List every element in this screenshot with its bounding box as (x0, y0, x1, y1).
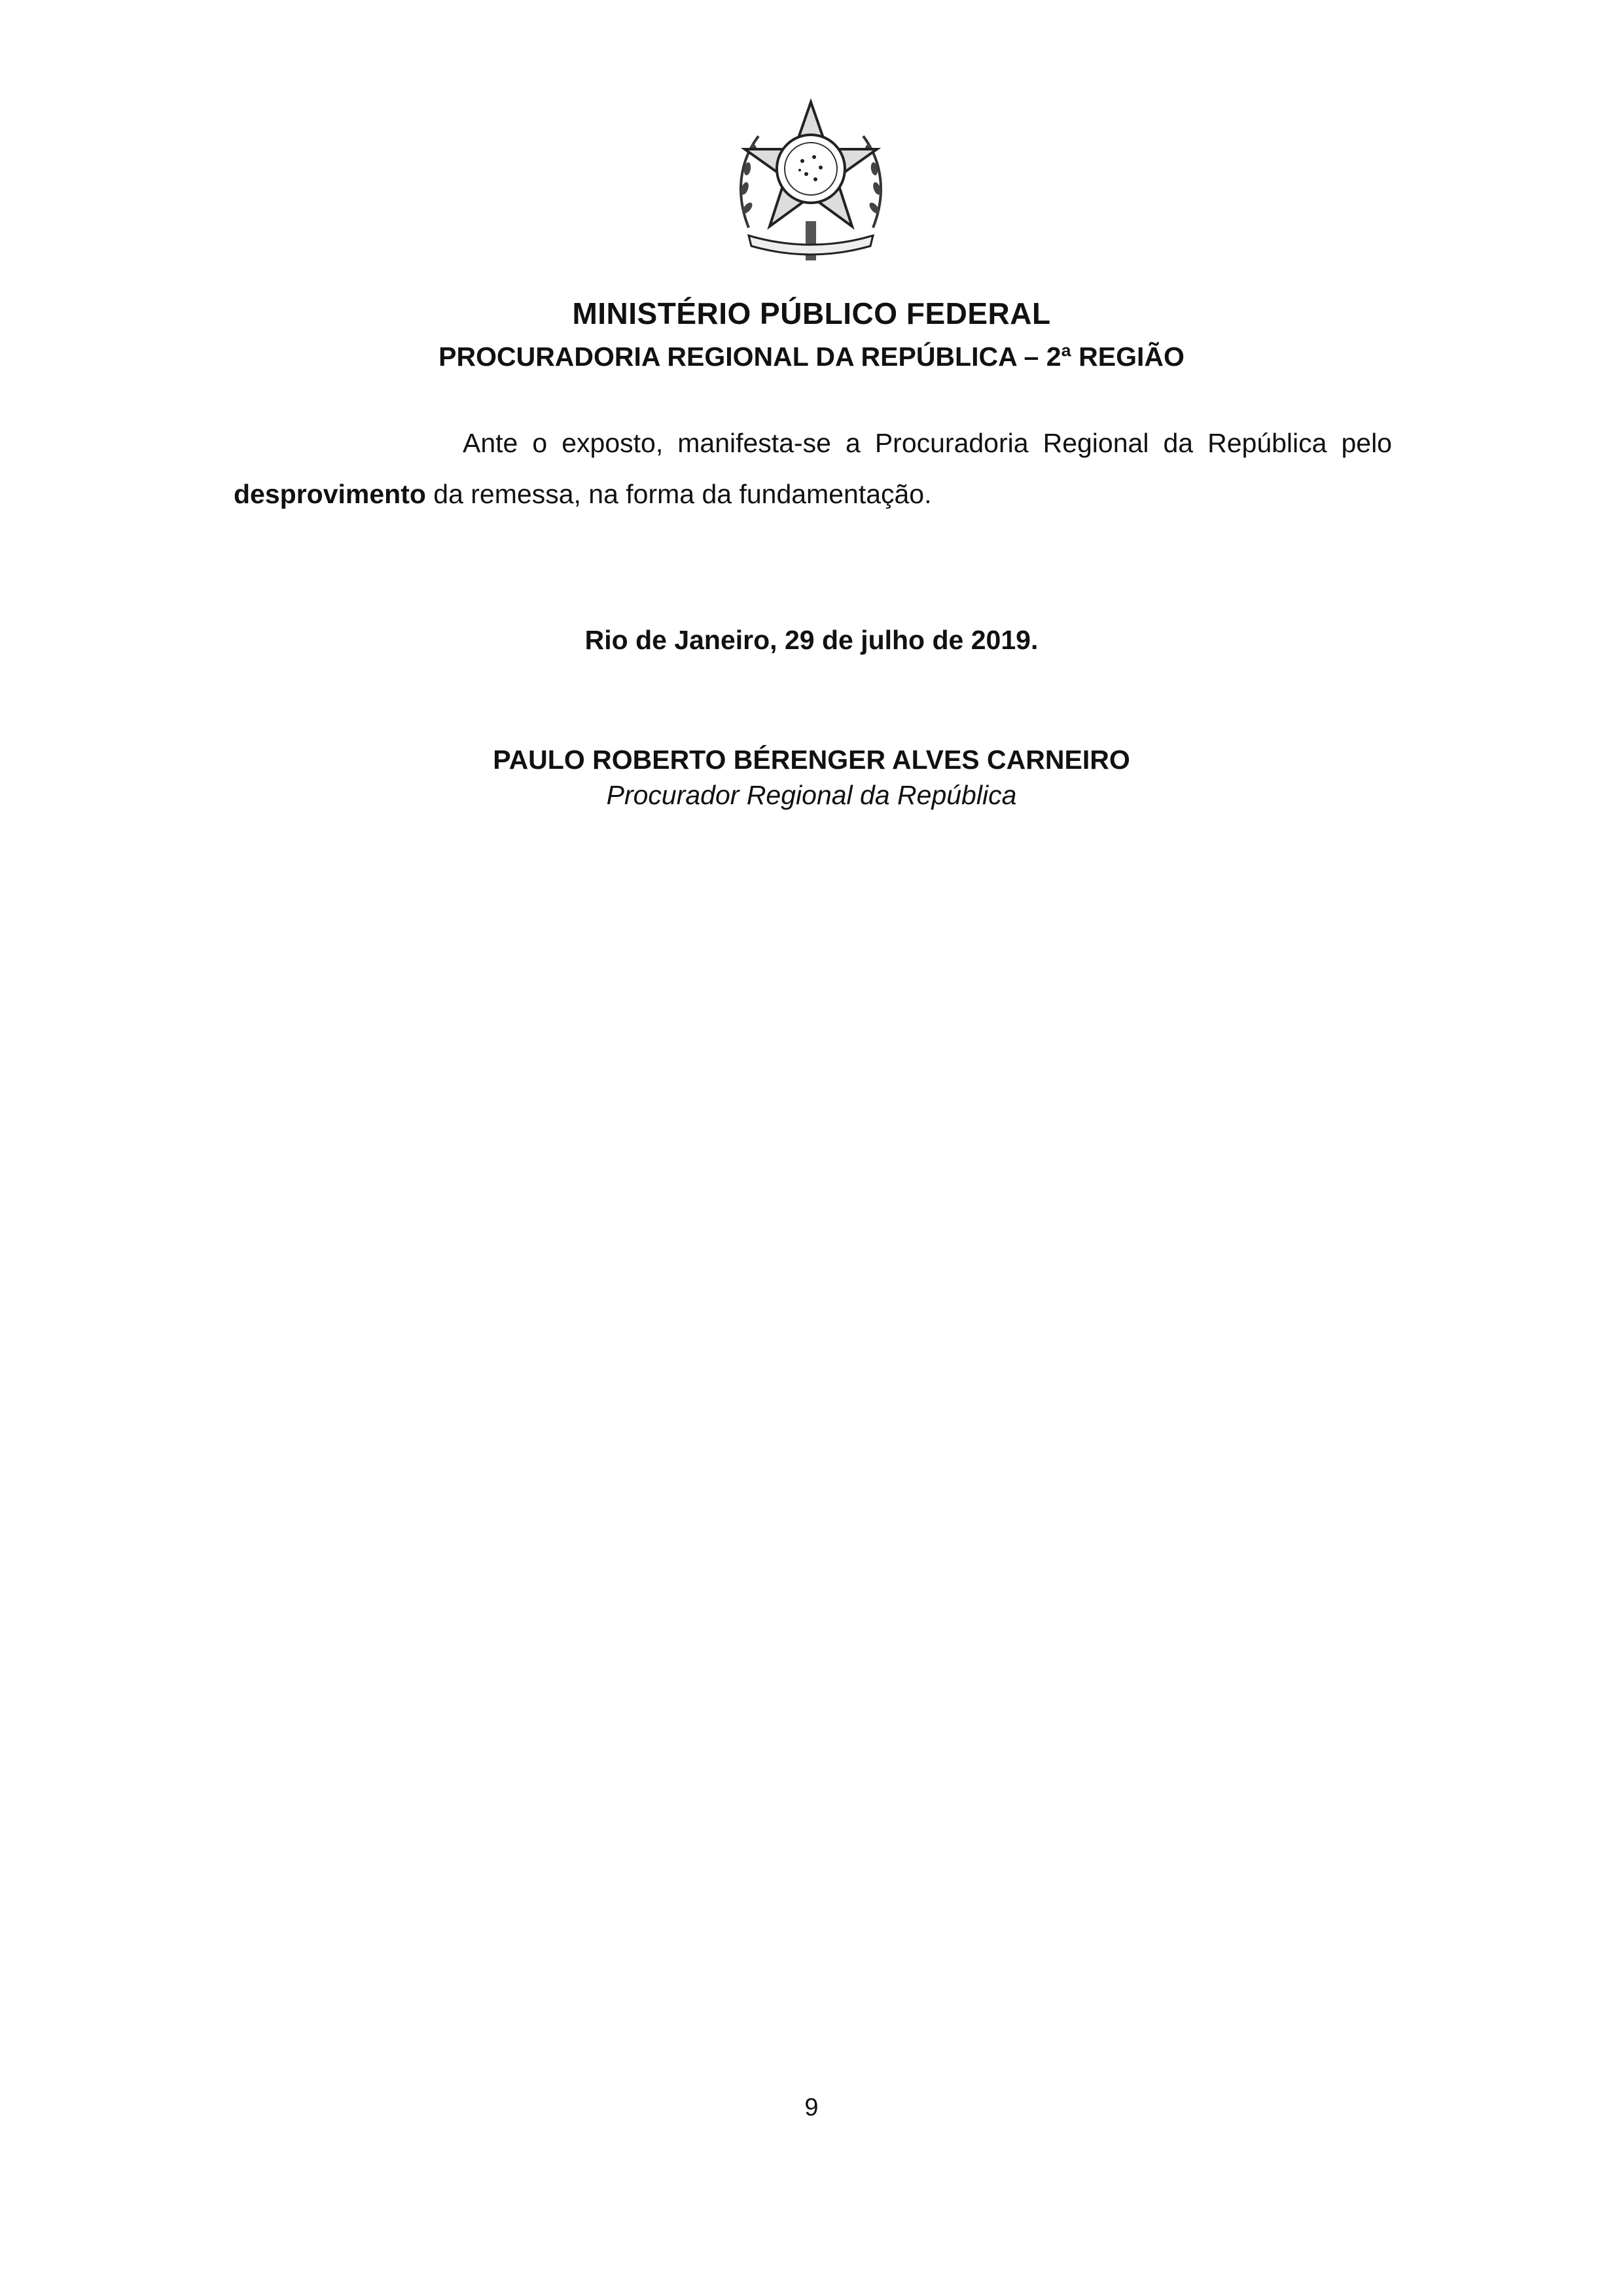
place-and-date: Rio de Janeiro, 29 de julho de 2019. (584, 625, 1039, 655)
organization-title: MINISTÉRIO PÚBLICO FEDERAL (572, 296, 1051, 330)
signer-name: PAULO ROBERTO BÉRENGER ALVES CARNEIRO (493, 745, 1130, 775)
brazil-coat-of-arms-icon (729, 97, 893, 264)
paragraph-text-end: da remessa, na forma da fundamentação. (425, 479, 932, 509)
signer-role: Procurador Regional da República (606, 780, 1017, 810)
paragraph-text-start: Ante o exposto, manifesta-se a Procuradoria Regional da República pelo (463, 428, 1392, 458)
paragraph-bold-term: desprovimento (234, 479, 426, 509)
organization-subtitle: PROCURADORIA REGIONAL DA REPÚBLICA – 2ª REGIÃO (438, 342, 1185, 372)
conclusion-paragraph (234, 417, 1392, 520)
page-number: 9 (804, 2094, 819, 2121)
